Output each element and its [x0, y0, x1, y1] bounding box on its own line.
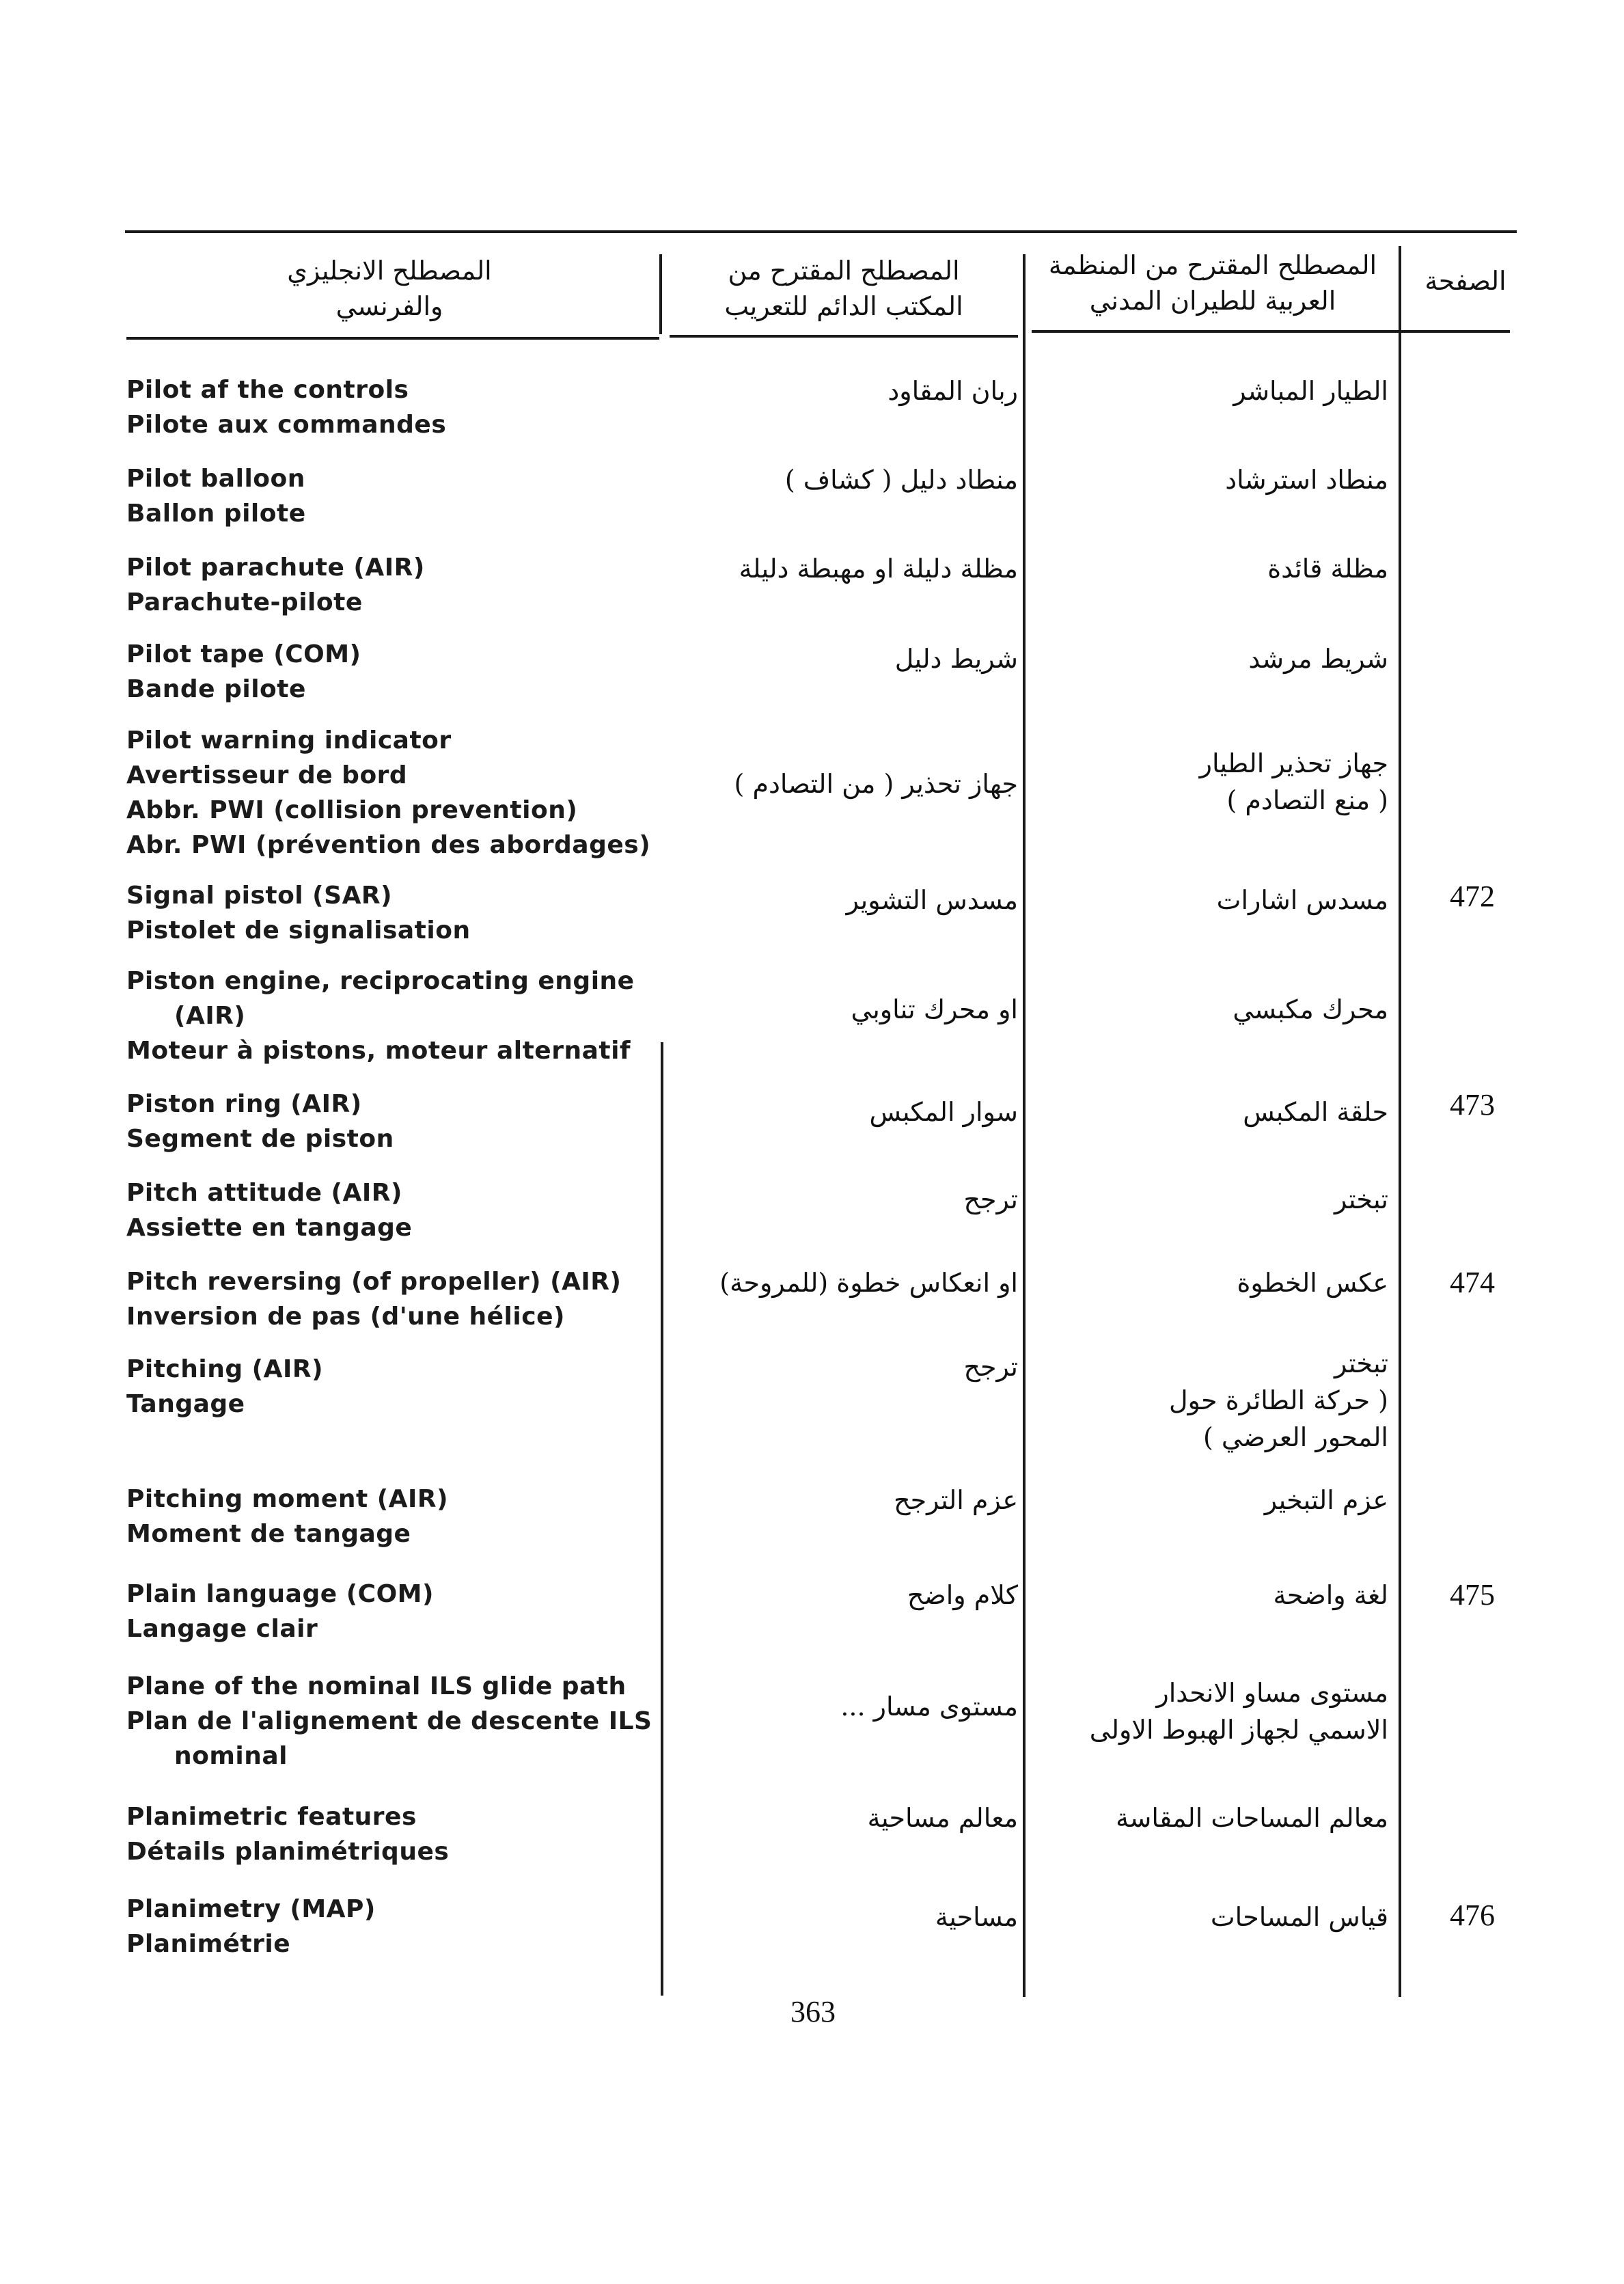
civil-aviation-term: معالم المساحات المقاسة [1116, 1803, 1388, 1833]
header-page: الصفحة [1425, 266, 1506, 296]
civil-aviation-term: الطيار المباشر [1233, 376, 1388, 406]
divider-aviation-page [1399, 246, 1401, 1997]
civil-aviation-term: مظلة قائدة [1267, 554, 1388, 584]
page-reference: 476 [1450, 1899, 1495, 1932]
english-french-term: Plain language (COM) Langage clair [126, 1580, 434, 1643]
header-arab-civil-aviation: المصطلح المقترح من المنظمة العربية للطيران المدني [1048, 250, 1377, 316]
permanent-office-term: ترجح [963, 1352, 1018, 1382]
civil-aviation-term: عكس الخطوة [1237, 1268, 1388, 1298]
civil-aviation-term: عزم التبخير [1264, 1485, 1388, 1515]
permanent-office-term: معالم مساحية [867, 1803, 1018, 1833]
civil-aviation-term: حلقة المكبس [1243, 1097, 1388, 1127]
page-number: 363 [790, 1995, 836, 2028]
top-rule [125, 230, 1517, 233]
english-french-term: Pitching (AIR) Tangage [126, 1355, 324, 1418]
english-french-term: Piston ring (AIR) Segment de piston [126, 1090, 394, 1153]
permanent-office-term: مظلة دليلة او مهبطة دليلة [739, 554, 1018, 584]
permanent-office-term: منطاد دليل ( كشاف ) [784, 465, 1018, 495]
english-french-term: Pitching moment (AIR) Moment de tangage [126, 1485, 449, 1548]
permanent-office-term: مساحية [935, 1902, 1018, 1932]
civil-aviation-term: محرك مكبسي [1233, 994, 1388, 1024]
permanent-office-term: او انعكاس خطوة (للمروحة) [719, 1268, 1018, 1298]
civil-aviation-term: جهاز تحذير الطيار ( منع التصادم ) [1199, 748, 1388, 815]
header-english-french: المصطلح الانجليزي والفرنسي [287, 256, 492, 321]
page-reference: 472 [1450, 880, 1495, 913]
header-permanent-office: المصطلح المقترح من المكتب الدائم للتعريب [724, 256, 963, 321]
permanent-office-term: جهاز تحذير ( من التصادم ) [734, 769, 1018, 799]
civil-aviation-term: لغة واضحة [1273, 1580, 1388, 1610]
civil-aviation-term: تبختر [1334, 1184, 1388, 1214]
divider-dept-aviation [1023, 254, 1026, 1997]
english-french-term: Pitch reversing (of propeller) (AIR) Inversion de pas (d'une hélice) [126, 1268, 622, 1331]
permanent-office-term: كلام واضح [907, 1580, 1018, 1610]
english-french-term: Pilot af the controls Pilote aux commandes [126, 376, 447, 439]
header-rule-english [126, 337, 659, 340]
english-french-term: Pilot balloon Ballon pilote [126, 465, 306, 528]
civil-aviation-term: مستوى مساو الانحدار الاسمي لجهاز الهبوط الاولى [1089, 1678, 1388, 1745]
permanent-office-term: ربان المقاود [887, 376, 1018, 406]
civil-aviation-term: منطاد استرشاد [1225, 465, 1388, 495]
page-reference: 474 [1450, 1266, 1495, 1299]
permanent-office-term: ترجح [963, 1184, 1018, 1214]
english-french-term: Pitch attitude (AIR) Assiette en tangage [126, 1179, 413, 1242]
civil-aviation-term: مسدس اشارات [1216, 885, 1388, 915]
english-french-term: Signal pistol (SAR) Pistolet de signalisation [126, 882, 471, 944]
english-french-term: Planimetric features Détails planimétriques [126, 1803, 450, 1866]
civil-aviation-term: قياس المساحات [1210, 1902, 1388, 1932]
divider-english-dept [659, 254, 662, 334]
permanent-office-term: عزم الترجح [894, 1485, 1018, 1515]
header-rule-dept [670, 335, 1018, 338]
english-french-term: Pilot tape (COM) Bande pilote [126, 640, 361, 703]
permanent-office-term: مسدس التشوير [846, 885, 1018, 915]
english-french-term: Piston engine, reciprocating engine (AIR) Moteur à pistons, moteur alternatif [126, 967, 635, 1065]
permanent-office-term: سوار المكبس [869, 1097, 1018, 1127]
english-french-term: Pilot parachute (AIR) Parachute-pilote [126, 554, 425, 616]
header-rule-aviation [1032, 330, 1510, 333]
english-french-term: Plane of the nominal ILS glide path Plan de l'alignement de descente ILS nominal [126, 1672, 652, 1770]
permanent-office-term: مستوى مسار ... [840, 1691, 1018, 1722]
civil-aviation-term: شريط مرشد [1248, 644, 1388, 674]
english-french-term: Planimetry (MAP) Planimétrie [126, 1895, 376, 1958]
page-reference: 473 [1450, 1088, 1495, 1121]
civil-aviation-term: تبختر ( حركة الطائرة حول المحور العرضي ) [1168, 1348, 1388, 1452]
permanent-office-term: شريط دليل [894, 644, 1018, 674]
page-reference: 475 [1450, 1578, 1495, 1612]
permanent-office-term: او محرك تناوبي [851, 994, 1018, 1024]
english-french-term: Pilot warning indicator Avertisseur de bord Abbr. PWI (collision prevention) Abr. PWI (prévention des abordages) [126, 726, 651, 859]
